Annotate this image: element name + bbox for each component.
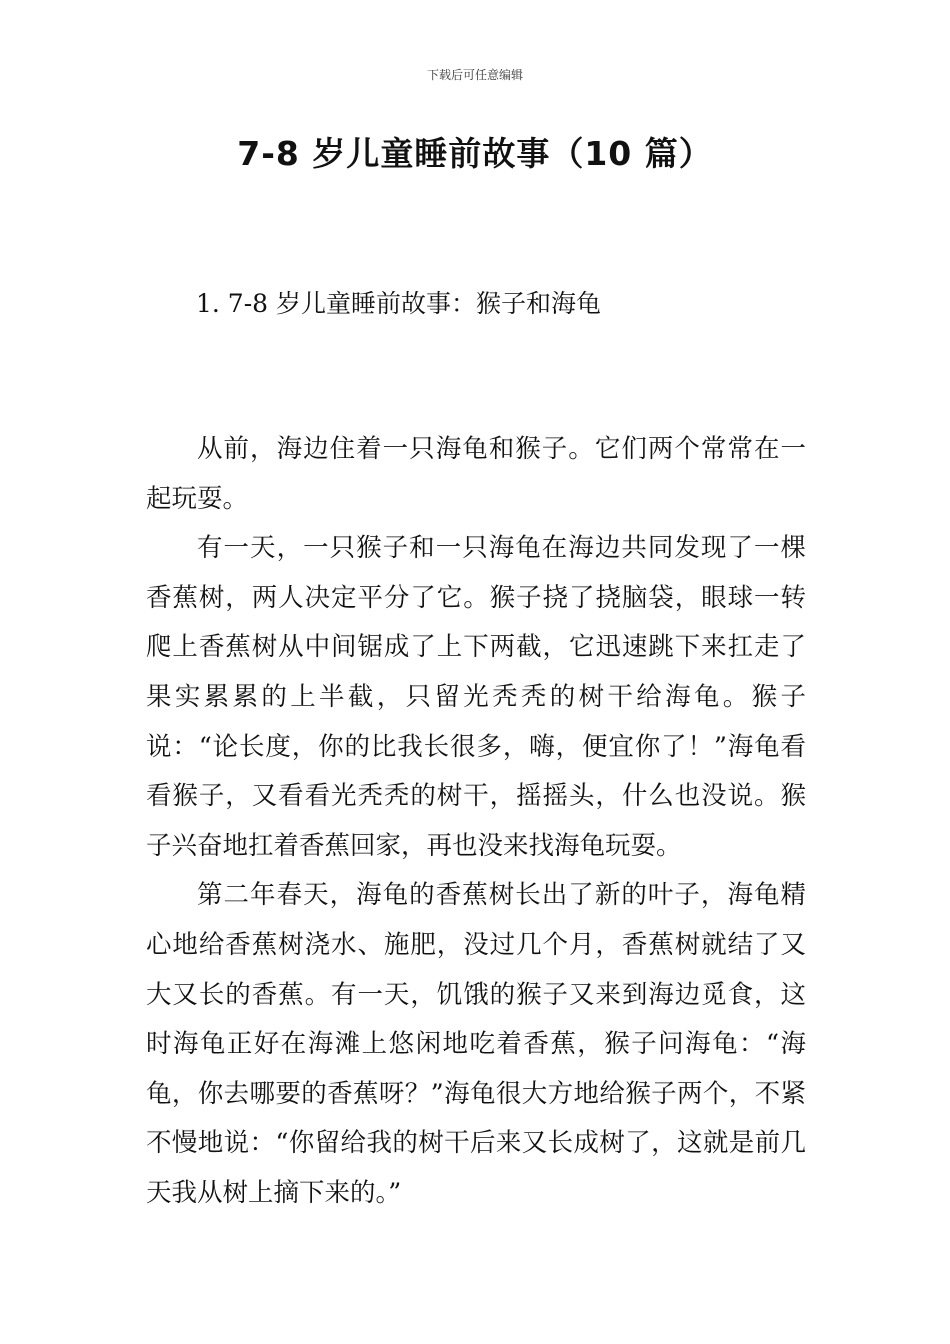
paragraph: 有一天，一只猴子和一只海龟在海边共同发现了一棵香蕉树，两人决定平分了它。猴子挠了挠脑袋，眼球一转爬上香蕉树从中间锯成了上下两截，它迅速跳下来扛走了果实累累的上半截，只留光秃秃的树干给海龟。猴子说：“论长度，你的比我长很多，嗨，便宜你了！”海龟看看猴子，又看看光秃秃的树干，摇摇头，什么也没说。猴子兴奋地扛着香蕉回家，再也没来找海龟玩耍。 [146,533,806,861]
story-body [146,425,806,1219]
paragraph: 第二年春天，海龟的香蕉树长出了新的叶子，海龟精心地给香蕉树浇水、施肥，没过几个月，香蕉树就结了又大又长的香蕉。有一天，饥饿的猴子又来到海边觅食，这时海龟正好在海滩上悠闲地吃着香蕉，猴子问海龟：“海龟，你去哪要的香蕉呀？”海龟很大方地给猴子两个，不紧不慢地说：“你留给我的树干后来又长成树了，这就是前几天我从树上摘下来的。” [146,880,806,1208]
section-heading: 1. 7-8 岁儿童睡前故事：猴子和海龟 [196,289,602,318]
header-note: 下载后可任意编辑 [426,68,523,82]
document-title: 7-8 岁儿童睡前故事（10 篇） [237,134,713,173]
paragraph: 从前，海边住着一只海龟和猴子。它们两个常常在一起玩耍。 [146,434,806,514]
